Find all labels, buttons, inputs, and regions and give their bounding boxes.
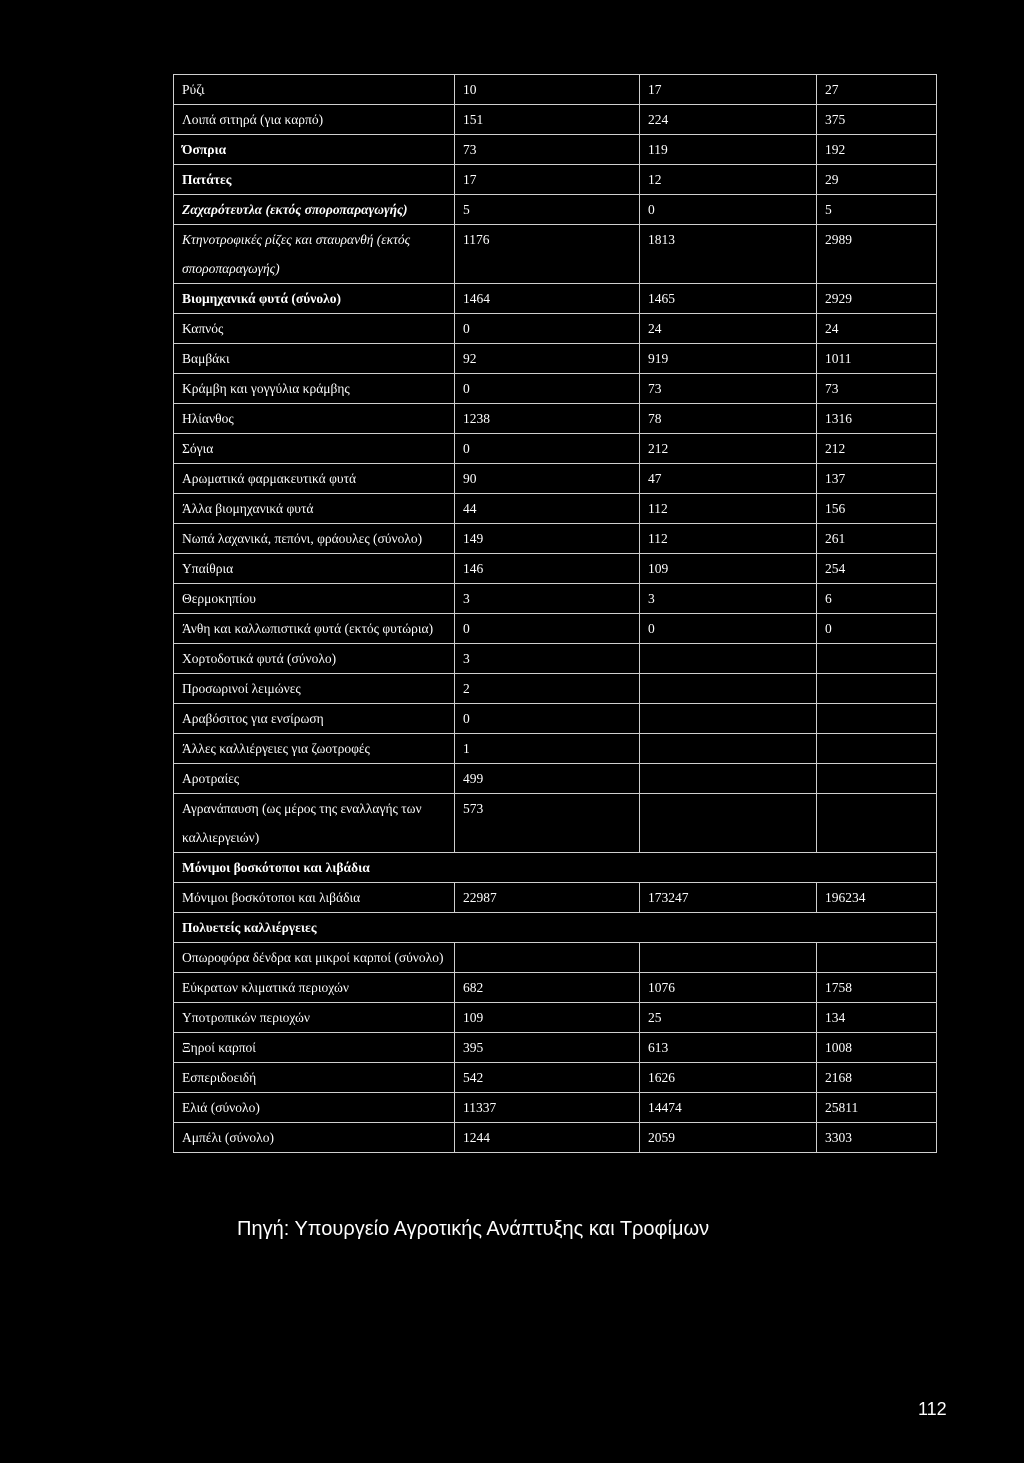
crop-area-table bbox=[173, 74, 937, 1153]
cell-col1: 1464 bbox=[455, 284, 640, 314]
cell-col3: 134 bbox=[817, 1003, 937, 1033]
cell-col2: 1076 bbox=[640, 973, 817, 1003]
cell-col3: 5 bbox=[817, 195, 937, 225]
cell-col3: 254 bbox=[817, 554, 937, 584]
row-label: Ηλίανθος bbox=[174, 404, 455, 434]
table-row bbox=[174, 105, 937, 135]
row-label: Όσπρια bbox=[174, 135, 455, 165]
row-label: Θερμοκηπίου bbox=[174, 584, 455, 614]
cell-col1: 1176 bbox=[455, 225, 640, 284]
table-row bbox=[174, 135, 937, 165]
cell-col2: 212 bbox=[640, 434, 817, 464]
cell-col2: 173247 bbox=[640, 883, 817, 913]
table-row bbox=[174, 195, 937, 225]
cell-col1: 0 bbox=[455, 434, 640, 464]
row-label: Ρύζι bbox=[174, 75, 455, 105]
cell-col3 bbox=[817, 943, 937, 973]
cell-col2: 47 bbox=[640, 464, 817, 494]
cell-col3: 375 bbox=[817, 105, 937, 135]
row-label: Βαμβάκι bbox=[174, 344, 455, 374]
cell-col3 bbox=[817, 764, 937, 794]
cell-col3: 29 bbox=[817, 165, 937, 195]
section-header-row bbox=[174, 853, 937, 883]
cell-col3: 6 bbox=[817, 584, 937, 614]
cell-col3 bbox=[817, 794, 937, 853]
cell-col1 bbox=[455, 943, 640, 973]
table-row bbox=[174, 225, 937, 284]
row-label: Καπνός bbox=[174, 314, 455, 344]
row-label: Νωπά λαχανικά, πεπόνι, φράουλες (σύνολο) bbox=[174, 524, 455, 554]
cell-col1: 0 bbox=[455, 614, 640, 644]
cell-col3: 156 bbox=[817, 494, 937, 524]
row-label: Ελιά (σύνολο) bbox=[174, 1093, 455, 1123]
cell-col3 bbox=[817, 644, 937, 674]
cell-col2: 119 bbox=[640, 135, 817, 165]
row-label: Βιομηχανικά φυτά (σύνολο) bbox=[174, 284, 455, 314]
cell-col1: 11337 bbox=[455, 1093, 640, 1123]
table-row bbox=[174, 75, 937, 105]
row-label: Εύκρατων κλιματικά περιοχών bbox=[174, 973, 455, 1003]
cell-col2: 14474 bbox=[640, 1093, 817, 1123]
cell-col2: 1626 bbox=[640, 1063, 817, 1093]
cell-col1: 1238 bbox=[455, 404, 640, 434]
row-label: Χορτοδοτικά φυτά (σύνολο) bbox=[174, 644, 455, 674]
row-label: Οπωροφόρα δένδρα και μικροί καρποί (σύνολο) bbox=[174, 943, 455, 973]
cell-col3: 196234 bbox=[817, 883, 937, 913]
row-label: Λοιπά σιτηρά (για καρπό) bbox=[174, 105, 455, 135]
cell-col3: 24 bbox=[817, 314, 937, 344]
cell-col1: 92 bbox=[455, 344, 640, 374]
cell-col2: 1465 bbox=[640, 284, 817, 314]
row-label: Άνθη και καλλωπιστικά φυτά (εκτός φυτώρια) bbox=[174, 614, 455, 644]
cell-col1: 73 bbox=[455, 135, 640, 165]
cell-col3 bbox=[817, 674, 937, 704]
table-row bbox=[174, 644, 937, 674]
row-label: Αρωματικά φαρμακευτικά φυτά bbox=[174, 464, 455, 494]
cell-col2: 0 bbox=[640, 195, 817, 225]
row-label: Κτηνοτροφικές ρίζες και σταυρανθή (εκτός σποροπαραγωγής) bbox=[174, 225, 455, 284]
cell-col3: 27 bbox=[817, 75, 937, 105]
table-row bbox=[174, 165, 937, 195]
table-row bbox=[174, 674, 937, 704]
table-row bbox=[174, 734, 937, 764]
table-row bbox=[174, 464, 937, 494]
cell-col1: 3 bbox=[455, 644, 640, 674]
cell-col2 bbox=[640, 943, 817, 973]
table-row bbox=[174, 584, 937, 614]
row-label: Ξηροί καρποί bbox=[174, 1033, 455, 1063]
cell-col1: 542 bbox=[455, 1063, 640, 1093]
cell-col3 bbox=[817, 704, 937, 734]
table-row bbox=[174, 1033, 937, 1063]
cell-col1: 22987 bbox=[455, 883, 640, 913]
cell-col3: 2929 bbox=[817, 284, 937, 314]
cell-col1: 10 bbox=[455, 75, 640, 105]
table-row bbox=[174, 1093, 937, 1123]
cell-col1: 109 bbox=[455, 1003, 640, 1033]
cell-col1: 0 bbox=[455, 704, 640, 734]
table-row bbox=[174, 374, 937, 404]
table-row bbox=[174, 883, 937, 913]
row-label: Αροτραίες bbox=[174, 764, 455, 794]
row-label: Αμπέλι (σύνολο) bbox=[174, 1123, 455, 1153]
row-label: Άλλες καλλιέργειες για ζωοτροφές bbox=[174, 734, 455, 764]
cell-col1: 0 bbox=[455, 314, 640, 344]
cell-col1: 5 bbox=[455, 195, 640, 225]
cell-col1: 0 bbox=[455, 374, 640, 404]
cell-col2: 3 bbox=[640, 584, 817, 614]
source-note: Πηγή: Υπουργείο Αγροτικής Ανάπτυξης και Τροφίμων bbox=[237, 1218, 710, 1240]
row-label: Αγρανάπαυση (ως μέρος της εναλλαγής των καλλιεργειών) bbox=[174, 794, 455, 853]
cell-col1: 149 bbox=[455, 524, 640, 554]
cell-col2: 112 bbox=[640, 524, 817, 554]
cell-col2: 12 bbox=[640, 165, 817, 195]
cell-col3: 2989 bbox=[817, 225, 937, 284]
table-row bbox=[174, 1063, 937, 1093]
table-row bbox=[174, 794, 937, 853]
table-row bbox=[174, 704, 937, 734]
cell-col1: 151 bbox=[455, 105, 640, 135]
row-label: Άλλα βιομηχανικά φυτά bbox=[174, 494, 455, 524]
table-row bbox=[174, 943, 937, 973]
cell-col1: 1 bbox=[455, 734, 640, 764]
table-row bbox=[174, 1003, 937, 1033]
table-row bbox=[174, 404, 937, 434]
section-header-pastures: Μόνιμοι βοσκότοποι και λιβάδια bbox=[174, 853, 937, 883]
row-label: Υπαίθρια bbox=[174, 554, 455, 584]
row-label: Αραβόσιτος για ενσίρωση bbox=[174, 704, 455, 734]
cell-col1: 90 bbox=[455, 464, 640, 494]
cell-col1: 44 bbox=[455, 494, 640, 524]
cell-col3 bbox=[817, 734, 937, 764]
section-header-row bbox=[174, 913, 937, 943]
row-label: Εσπεριδοειδή bbox=[174, 1063, 455, 1093]
cell-col2 bbox=[640, 704, 817, 734]
cell-col3: 1316 bbox=[817, 404, 937, 434]
cell-col3: 3303 bbox=[817, 1123, 937, 1153]
cell-col2 bbox=[640, 734, 817, 764]
table-row bbox=[174, 314, 937, 344]
cell-col3: 25811 bbox=[817, 1093, 937, 1123]
cell-col1: 573 bbox=[455, 794, 640, 853]
cell-col2: 1813 bbox=[640, 225, 817, 284]
cell-col1: 17 bbox=[455, 165, 640, 195]
row-label: Σόγια bbox=[174, 434, 455, 464]
table-row bbox=[174, 344, 937, 374]
cell-col3: 261 bbox=[817, 524, 937, 554]
row-label: Προσωρινοί λειμώνες bbox=[174, 674, 455, 704]
table-row bbox=[174, 524, 937, 554]
cell-col2: 73 bbox=[640, 374, 817, 404]
cell-col3: 212 bbox=[817, 434, 937, 464]
table-row bbox=[174, 284, 937, 314]
cell-col1: 499 bbox=[455, 764, 640, 794]
cell-col3: 2168 bbox=[817, 1063, 937, 1093]
cell-col2: 78 bbox=[640, 404, 817, 434]
cell-col3: 1008 bbox=[817, 1033, 937, 1063]
table-row bbox=[174, 614, 937, 644]
cell-col1: 682 bbox=[455, 973, 640, 1003]
table-row bbox=[174, 554, 937, 584]
cell-col1: 2 bbox=[455, 674, 640, 704]
cell-col1: 1244 bbox=[455, 1123, 640, 1153]
table-row bbox=[174, 494, 937, 524]
cell-col2: 613 bbox=[640, 1033, 817, 1063]
row-label: Κράμβη και γογγύλια κράμβης bbox=[174, 374, 455, 404]
cell-col2: 25 bbox=[640, 1003, 817, 1033]
cell-col2: 109 bbox=[640, 554, 817, 584]
cell-col3: 1758 bbox=[817, 973, 937, 1003]
cell-col2 bbox=[640, 794, 817, 853]
cell-col1: 146 bbox=[455, 554, 640, 584]
cell-col2: 24 bbox=[640, 314, 817, 344]
cell-col2: 224 bbox=[640, 105, 817, 135]
row-label: Ζαχαρότευτλα (εκτός σποροπαραγωγής) bbox=[174, 195, 455, 225]
section-header-perennial: Πολυετείς καλλιέργειες bbox=[174, 913, 937, 943]
table-row bbox=[174, 1123, 937, 1153]
table-row bbox=[174, 973, 937, 1003]
table-row bbox=[174, 434, 937, 464]
cell-col1: 3 bbox=[455, 584, 640, 614]
cell-col2 bbox=[640, 764, 817, 794]
cell-col2: 919 bbox=[640, 344, 817, 374]
cell-col3: 73 bbox=[817, 374, 937, 404]
cell-col2 bbox=[640, 644, 817, 674]
cell-col2: 0 bbox=[640, 614, 817, 644]
cell-col3: 192 bbox=[817, 135, 937, 165]
cell-col3: 0 bbox=[817, 614, 937, 644]
row-label: Μόνιμοι βοσκότοποι και λιβάδια bbox=[174, 883, 455, 913]
table-row bbox=[174, 764, 937, 794]
cell-col3: 1011 bbox=[817, 344, 937, 374]
row-label: Υποτροπικών περιοχών bbox=[174, 1003, 455, 1033]
page-number: 112 bbox=[918, 1399, 947, 1419]
row-label: Πατάτες bbox=[174, 165, 455, 195]
cell-col2: 112 bbox=[640, 494, 817, 524]
cell-col3: 137 bbox=[817, 464, 937, 494]
cell-col2: 2059 bbox=[640, 1123, 817, 1153]
table-body-upper bbox=[174, 75, 937, 1153]
cell-col2: 17 bbox=[640, 75, 817, 105]
cell-col1: 395 bbox=[455, 1033, 640, 1063]
cell-col2 bbox=[640, 674, 817, 704]
